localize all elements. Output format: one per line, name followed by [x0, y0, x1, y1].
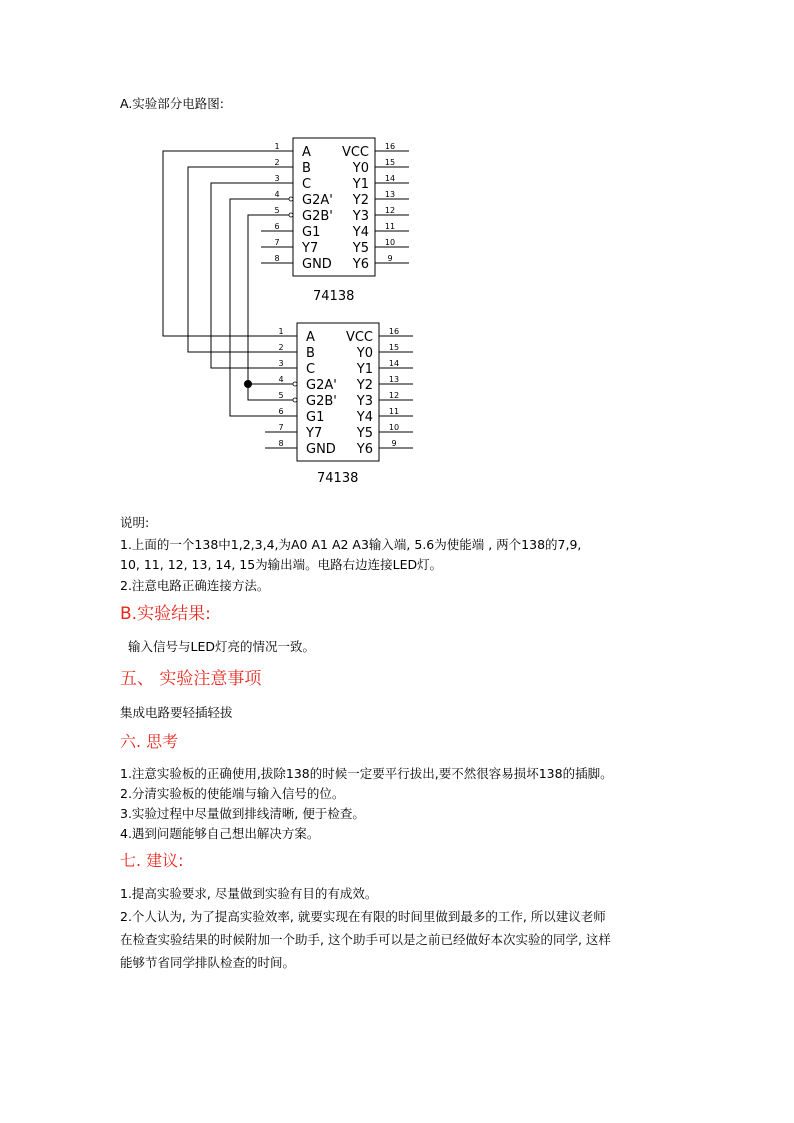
pin-label: G2B': [302, 209, 333, 224]
chip-1-name: 74138: [313, 289, 355, 304]
notes-line-3: 2.注意电路正确连接方法。: [120, 578, 270, 593]
pin-number: 3: [274, 174, 280, 183]
section-b-title: B.实验结果:: [120, 604, 211, 624]
pin-number: 2: [274, 158, 280, 167]
pin-number: 12: [388, 391, 400, 400]
pin-label: G1: [302, 225, 321, 240]
connection-wire: [188, 167, 265, 352]
pin-label: VCC: [341, 145, 369, 160]
pin-number: 7: [274, 238, 280, 247]
pin-label: Y7: [302, 241, 319, 256]
inverter-bubble: [289, 213, 293, 217]
pin-label: C: [302, 177, 312, 192]
pin-label: B: [306, 346, 315, 361]
pin-number: 14: [388, 359, 400, 368]
notes-title: 说明:: [120, 515, 150, 530]
pin-label: GND: [302, 257, 332, 272]
pin-number: 4: [278, 375, 284, 384]
pin-label: GND: [306, 442, 336, 457]
inverter-bubble: [293, 382, 297, 386]
pin-label: Y0: [352, 161, 369, 176]
section-7-line-1: 1.提高实验要求, 尽量做到实验有目的有成效。: [120, 886, 378, 901]
pin-number: 16: [388, 327, 400, 336]
pin-number: 15: [384, 158, 396, 167]
pin-number: 6: [278, 407, 284, 416]
pin-number: 7: [278, 423, 284, 432]
connection-wire: [163, 151, 265, 336]
pin-number: 8: [274, 254, 280, 263]
pin-number: 14: [384, 174, 396, 183]
section-a-title: A.实验部分电路图:: [120, 96, 225, 111]
pin-label: Y1: [352, 177, 369, 192]
pin-number: 4: [274, 190, 280, 199]
pin-number: 11: [388, 407, 400, 416]
pin-label: Y0: [356, 346, 373, 361]
pin-number: 9: [387, 254, 393, 263]
notes-line-2: 10, 11, 12, 13, 14, 15为输出端。电路右边连接LED灯。: [120, 557, 443, 572]
pin-label: Y4: [352, 225, 369, 240]
section-6-line-3: 3.实验过程中尽量做到排线清晰, 便于检查。: [120, 806, 365, 821]
pin-number: 5: [274, 206, 280, 215]
pin-number: 8: [278, 439, 284, 448]
pin-label: B: [302, 161, 311, 176]
chip-2-name: 74138: [317, 471, 359, 486]
pin-number: 6: [274, 222, 280, 231]
section-6-title: 六. 思考: [120, 732, 179, 751]
pin-label: Y2: [356, 378, 373, 393]
section-5-title: 五、 实验注意事项: [120, 669, 262, 689]
section-6-line-4: 4.遇到问题能够自己想出解决方案。: [120, 826, 320, 841]
pin-number: 13: [388, 375, 400, 384]
pin-label: Y2: [352, 193, 369, 208]
inverter-bubble: [289, 197, 293, 201]
pin-number: 13: [384, 190, 396, 199]
notes-line-1: 1.上面的一个138中1,2,3,4,为A0 A1 A2 A3输入端, 5.6为使能端 , 两个138的7,9,: [120, 537, 582, 552]
pin-label: Y7: [306, 426, 323, 441]
pin-number: 10: [384, 238, 396, 247]
pin-number: 5: [278, 391, 284, 400]
pin-label: A: [306, 330, 315, 345]
pin-number: 11: [384, 222, 396, 231]
pin-label: G1: [306, 410, 325, 425]
pin-number: 2: [278, 343, 284, 352]
pin-label: Y5: [356, 426, 373, 441]
pin-number: 9: [391, 439, 397, 448]
pin-label: Y4: [356, 410, 373, 425]
pin-label: Y3: [356, 394, 373, 409]
section-5-text: 集成电路要轻插轻拔: [120, 705, 233, 720]
section-7-title: 七. 建议:: [120, 851, 184, 870]
inverter-bubble: [293, 398, 297, 402]
pin-label: G2A': [306, 378, 337, 393]
pin-label: VCC: [345, 330, 373, 345]
pin-number: 10: [388, 423, 400, 432]
pin-number: 16: [384, 142, 396, 151]
section-7-line-2: 2.个人认为, 为了提高实验效率, 就要实现在有限的时间里做到最多的工作, 所以建议老师: [120, 909, 606, 924]
pin-label: A: [302, 145, 311, 160]
pin-label: Y6: [352, 257, 369, 272]
pin-number: 1: [274, 142, 280, 151]
pin-label: G2B': [306, 394, 337, 409]
connection-wire: [211, 183, 265, 368]
section-6-line-1: 1.注意实验板的正确使用,拔除138的时候一定要平行拔出,要不然很容易损坏138的插脚。: [120, 766, 613, 781]
pin-number: 3: [278, 359, 284, 368]
pin-label: Y6: [356, 442, 373, 457]
circuit-diagram: [0, 130, 794, 530]
pin-label: Y3: [352, 209, 369, 224]
pin-number: 1: [278, 327, 284, 336]
pin-label: C: [306, 362, 316, 377]
pin-number: 15: [388, 343, 400, 352]
pin-label: G2A': [302, 193, 333, 208]
pin-label: Y5: [352, 241, 369, 256]
pin-number: 12: [384, 206, 396, 215]
section-b-text: 输入信号与LED灯亮的情况一致。: [128, 639, 315, 654]
section-6-line-2: 2.分清实验板的使能端与输入信号的位。: [120, 786, 345, 801]
junction-dot: [245, 381, 252, 388]
connection-wire: [248, 215, 265, 400]
section-7-line-3: 在检查实验结果的时候附加一个助手, 这个助手可以是之前已经做好本次实验的同学, 这样: [120, 932, 611, 947]
pin-label: Y1: [356, 362, 373, 377]
section-7-line-4: 能够节省同学排队检查的时间。: [120, 955, 296, 970]
